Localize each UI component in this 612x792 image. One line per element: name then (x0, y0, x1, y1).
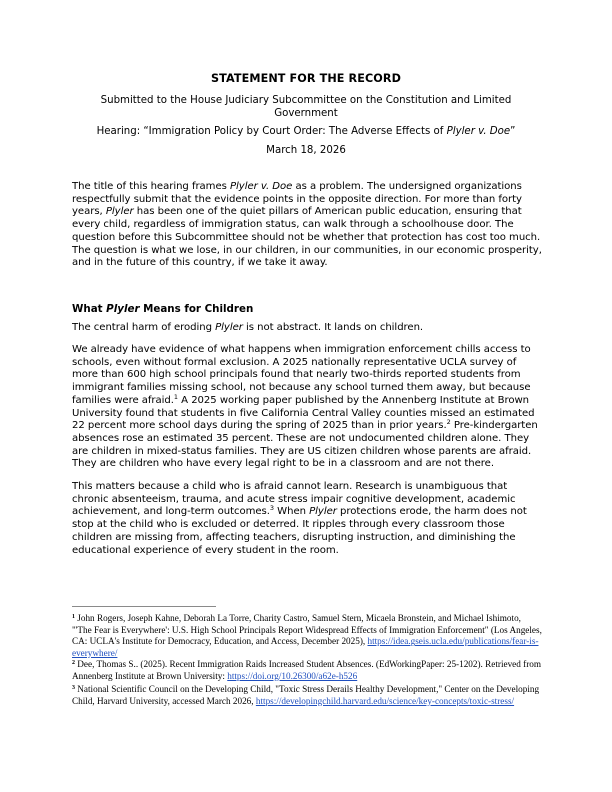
lead-paragraph (72, 322, 542, 335)
hearing-line (72, 126, 540, 137)
document-title: STATEMENT FOR THE RECORD (210, 72, 402, 85)
lead-text: The central harm of eroding (72, 322, 216, 333)
impact-text: protections erode, the harm does not stop at the child who is excluded or deterred. It ripples through every classroom those children are missing from, affecting teachers, disrupting instruction, and diminishing the educational experience of every student in the room. (72, 506, 527, 556)
impact-plyler: Plyler (309, 506, 337, 518)
footnote-link[interactable]: https://idea.gseis.ucla.edu/publications/fear-is-everywhere/ (72, 636, 539, 658)
impact-paragraph (72, 481, 542, 557)
footnote-3 (72, 684, 542, 707)
footnote-1 (72, 613, 542, 659)
footnote-ref-1[interactable]: 1 (173, 392, 179, 401)
footnote-ref-2[interactable]: 2 (446, 418, 451, 427)
heading-plyler: Plyler (106, 303, 140, 315)
impact-text: When (274, 506, 310, 518)
footnote-link[interactable]: https://doi.org/10.26300/a62e-h526 (227, 670, 358, 681)
document-date: March 18, 2026 (266, 145, 346, 156)
footnote-separator (72, 606, 216, 607)
lead-plyler: Plyler (215, 322, 243, 333)
footnote-2 (72, 659, 542, 682)
heading-text: What (72, 303, 107, 315)
footnote-number: 3 (72, 685, 75, 691)
intro-case-name: Plyler v. Doe (230, 181, 293, 192)
evidence-text: A 2025 working paper published by the Annenberg Institute at Brown University found that students in five California Central Valley counties missed an estimated 22 percent more school days during the spring of 2025 than in prior years. (72, 394, 535, 432)
heading-text: Means for Children (139, 303, 254, 315)
impact-text: This matters because a child who is afraid cannot learn. Research is unambiguous that chronic absenteeism, trauma, and acute stress impair cognitive development, academic achievement, and long-term outcomes. (72, 481, 516, 518)
intro-text: has been one of the quiet pillars of American public education, ensuring that every child, regardless of immigration status, can walk through a schoolhouse door. The question before this Subcommittee should not be whether that protection has cost too much. The question is what we lose, in our children, in our communities, in our economic prosperity, and in the future of this country, if we take it away. (72, 206, 542, 269)
hearing-case-name: Plyler v. Doe (446, 126, 511, 137)
footnote-ref-3[interactable]: 3 (269, 504, 275, 513)
lead-text: is not abstract. It lands on children. (242, 322, 424, 333)
intro-plyler: Plyler (105, 206, 134, 218)
footnote-text: Dee, Thomas S.. (2025). Recent Immigration Raids Increased Student Absences. (EdWorkingPaper: 25-1202). Retrieved from Annenberg Institute at Brown University: (72, 659, 542, 681)
intro-text: The title of this hearing frames (72, 181, 230, 192)
intro-paragraph (72, 181, 542, 270)
footnote-text: National Scientific Council on the Developing Child, "Toxic Stress Derails Healthy Development," Center on the Developing Child, Harvard University, accessed March 2026, (72, 684, 540, 706)
section-heading (72, 303, 253, 315)
hearing-prefix: Hearing: “Immigration Policy by Court Order: The Adverse Effects of (96, 126, 447, 137)
evidence-paragraph (72, 344, 542, 471)
footnote-link[interactable]: https://developingchild.harvard.edu/science/key-concepts/toxic-stress/ (255, 695, 515, 706)
footnote-text: John Rogers, Joseph Kahne, Deborah La Torre, Charity Castro, Samuel Stern, Micaela Bronstein, and Michael Ishimoto, "'The Fear is Everywhere': U.S. High School Principals Report Widespread Effects of Immigration Enforcement" (Los Angeles, CA: UCLA's Institute for Democracy, Education, and Access, December 2025), (72, 613, 542, 647)
evidence-text: Pre-kindergarten absences rose an estimated 35 percent. These are not undocumented children alone. They are children in mixed-status families. They are US citizen children whose parents are afraid. They are children who have every legal right to be in a classroom and are not there. (72, 420, 538, 470)
intro-text: as a problem. The undersigned organizations respectfully submit that the evidence points in the opposite direction. For more than forty years, (72, 181, 522, 218)
hearing-suffix: ” (510, 126, 516, 137)
footnote-number: 2 (72, 660, 75, 666)
evidence-text: We already have evidence of what happens when immigration enforcement chills access to schools, even without formal exclusion. A 2025 nationally representative UCLA survey of more than 600 high school principals found that nearly two-thirds reported students from immigrant families missing school, not because any school turned them away, but because families were afraid. (72, 344, 531, 406)
document-subtitle: Submitted to the House Judiciary Subcommittee on the Constitution and Limited Government (100, 95, 512, 119)
footnote-number: 1 (72, 614, 75, 620)
